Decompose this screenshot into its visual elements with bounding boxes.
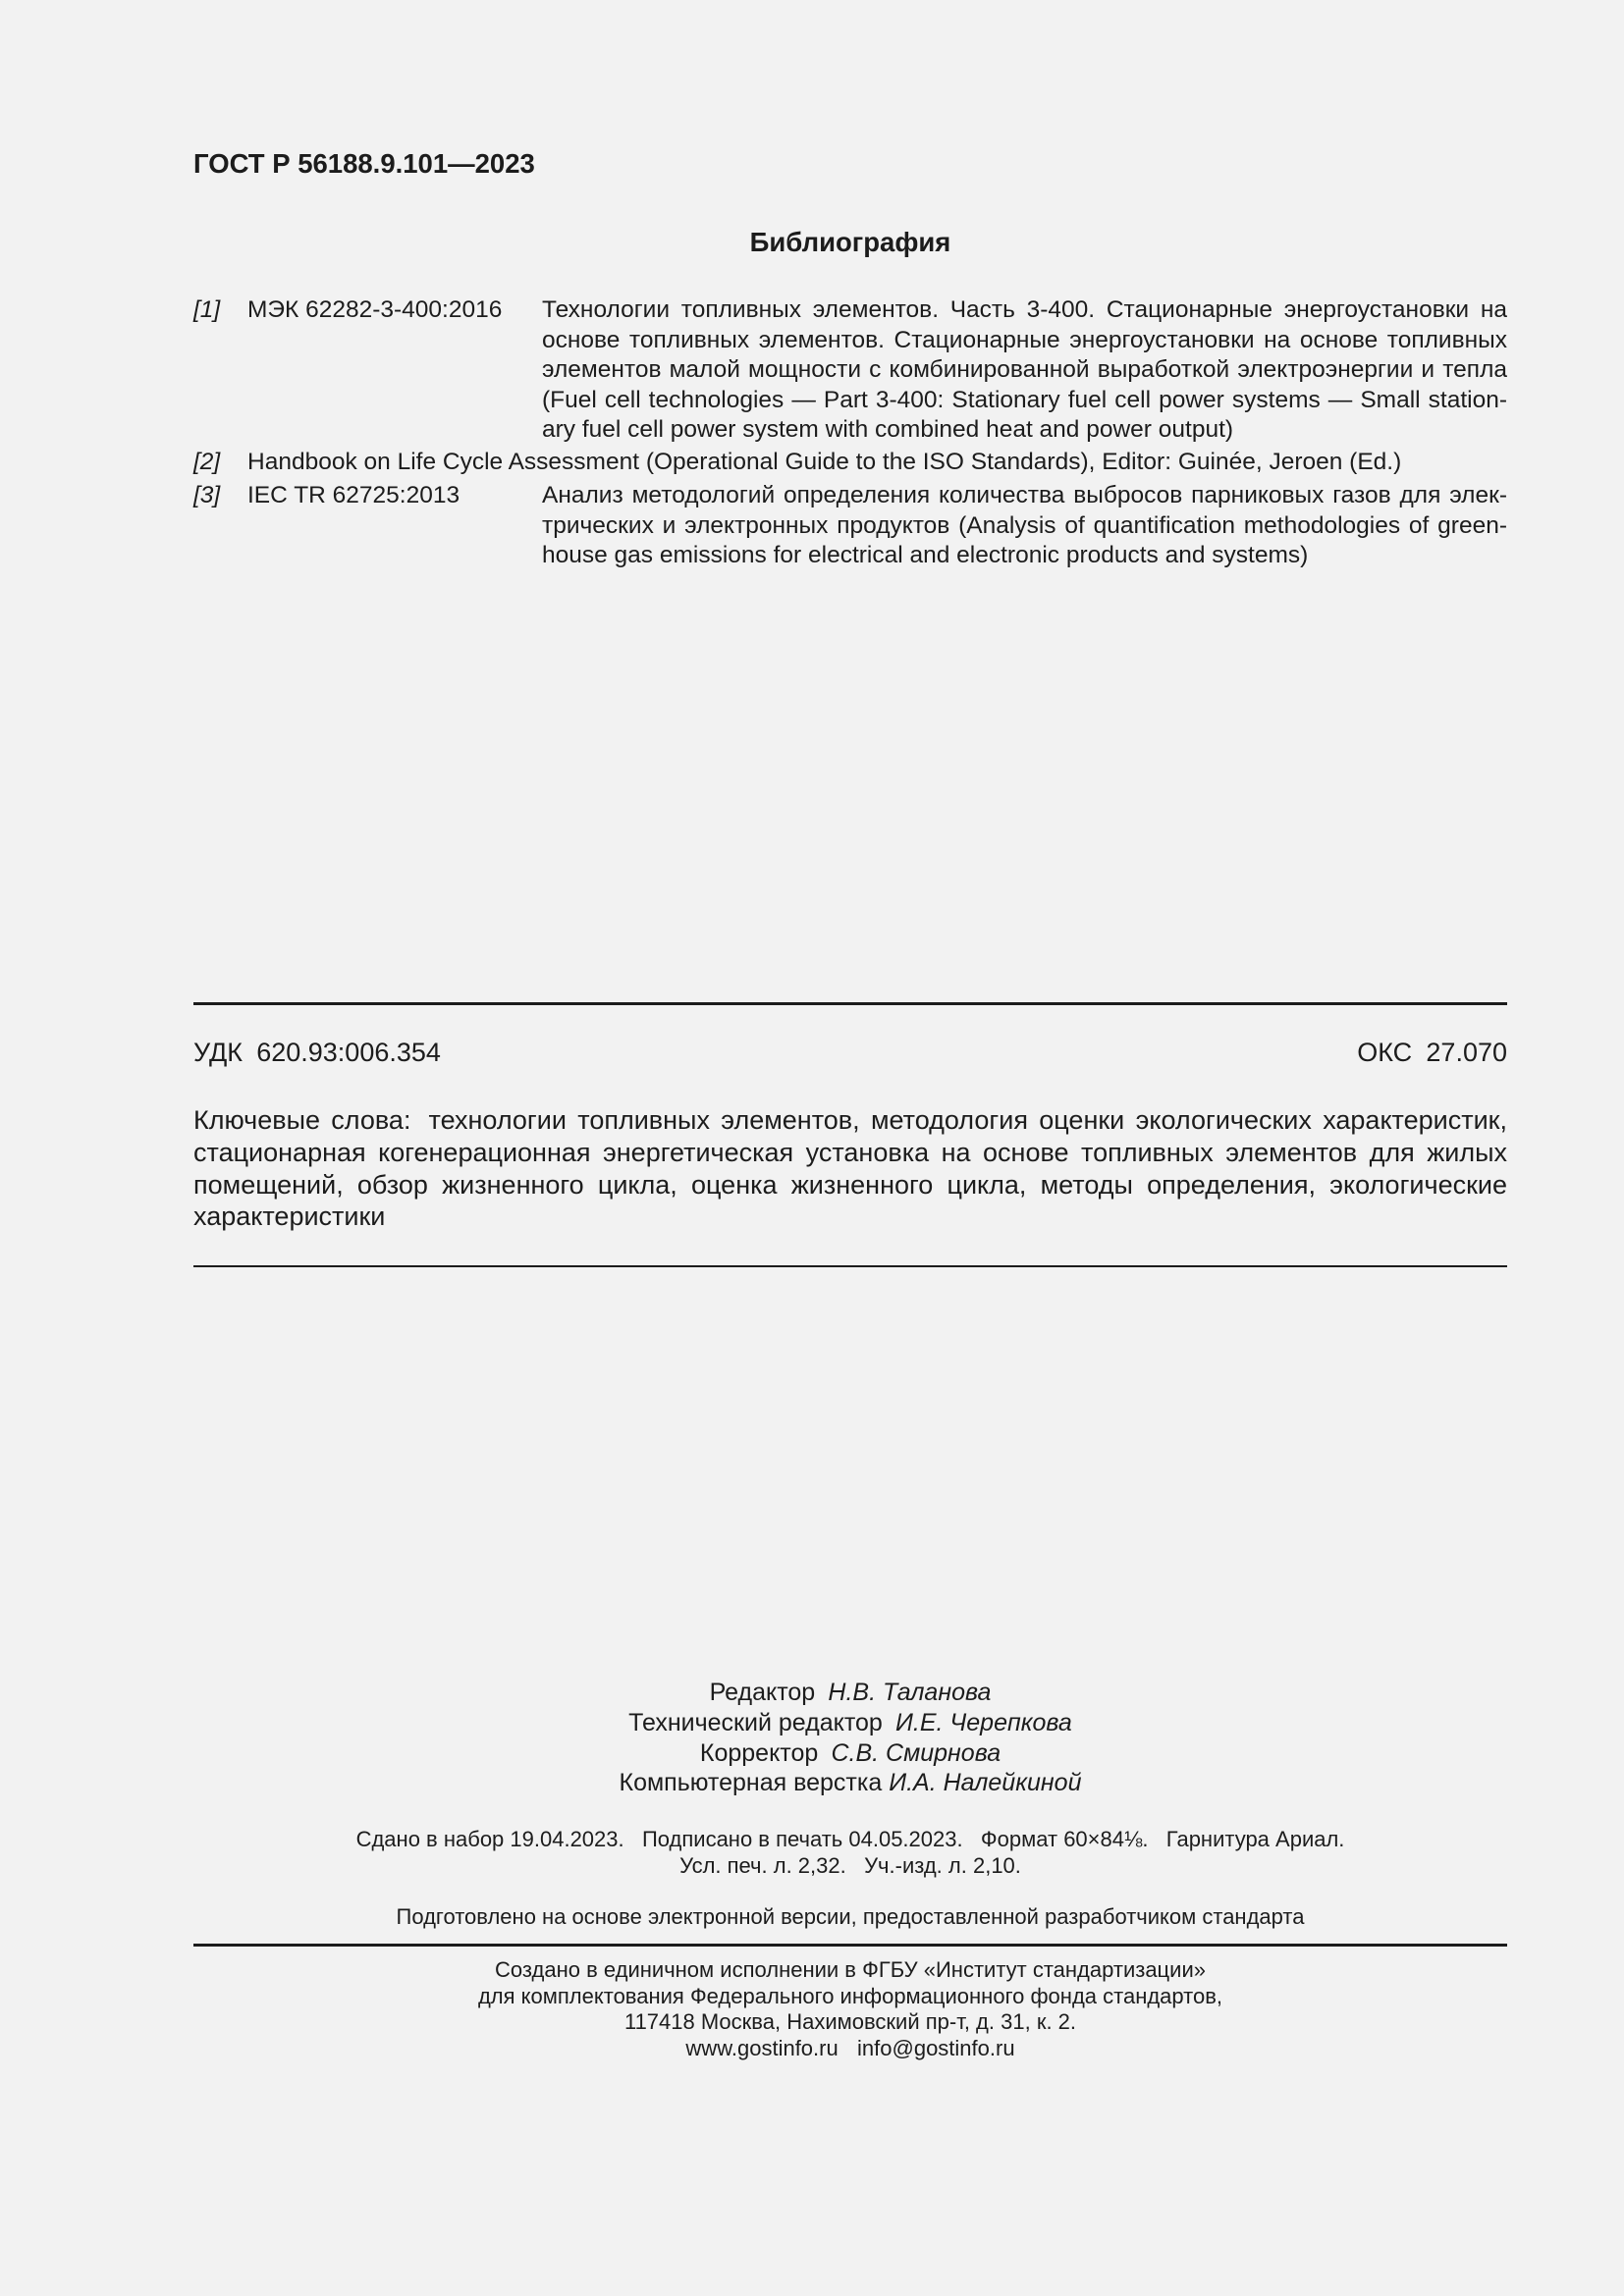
entry-text-line: ary fuel cell power system with combined heat and power output) <box>542 416 1234 444</box>
horizontal-rule <box>193 1944 1507 1947</box>
prepared-note: Подготовлено на основе электронной версии, предоставленной разработчиком стандарта <box>396 1904 1305 1929</box>
keywords-text: технологии топливных элементов, методология оценки экологических характеристик, <box>428 1105 1507 1135</box>
bibliography-title: Библиография <box>749 227 951 257</box>
keywords-line: характеристики <box>193 1201 386 1232</box>
entry-number: [3] <box>193 482 221 508</box>
udk-code <box>193 1037 441 1069</box>
publisher-contacts <box>193 2036 1507 2062</box>
publisher-line: для комплектования Федерального информационного фонда стандартов, <box>477 1983 1223 2008</box>
keywords-label: Ключевые слова: <box>193 1105 411 1135</box>
bibliography-entry-3 <box>193 481 1507 571</box>
entry-number: [2] <box>193 449 221 475</box>
entry-text <box>542 295 1507 446</box>
credit-name: И.А. Налейкиной <box>889 1769 1082 1797</box>
udk-value: 620.93:006.354 <box>256 1038 441 1067</box>
credit-line <box>193 1678 1507 1708</box>
standard-designation: ГОСТ Р 56188.9.101—2023 <box>193 148 535 179</box>
keywords-line: помещений, обзор жизненного цикла, оценка жизненного цикла, методы определения, экологические <box>193 1169 1507 1200</box>
entry-text-line: элементов малой мощности с комбинированной выработкой электроэнергии и тепла <box>542 356 1507 384</box>
classification-line <box>193 1037 1507 1069</box>
entry-text-line: (Fuel cell technologies — Part 3-400: Stationary fuel cell power systems — Small station- <box>542 386 1507 413</box>
oks-value: 27.070 <box>1426 1038 1507 1067</box>
entry-text-line: house gas emissions for electrical and electronic products and systems) <box>542 542 1309 569</box>
entry-standard-code: IEC TR 62725:2013 <box>247 482 460 508</box>
entry-standard-code: МЭК 62282-3-400:2016 <box>247 296 503 323</box>
entry-text-line: основе топливных элементов. Стационарные энергоустановки на основе топливных <box>542 326 1507 353</box>
keywords-paragraph <box>193 1104 1507 1233</box>
credit-name: Н.В. Таланова <box>828 1679 992 1706</box>
print-info-line: Сдано в набор 19.04.2023. Подписано в печать 04.05.2023. Формат 60×84⅛. Гарнитура Ариал. <box>355 1827 1345 1851</box>
entry-text-line: Анализ методологий определения количества выбросов парниковых газов для элек- <box>542 482 1507 508</box>
print-info <box>193 1826 1507 1879</box>
bibliography-entry-2 <box>193 448 1507 478</box>
website-text: www.gostinfo.ru <box>685 2035 839 2060</box>
publisher-line: Создано в единичном исполнении в ФГБУ «Институт стандартизации» <box>495 1957 1206 1982</box>
credit-line <box>193 1738 1507 1769</box>
udk-label: УДК <box>193 1038 243 1067</box>
oks-code <box>1357 1037 1507 1069</box>
credit-line <box>193 1708 1507 1738</box>
print-info-line: Усл. печ. л. 2,32. Уч.-изд. л. 2,10. <box>679 1853 1021 1878</box>
publisher-block <box>193 1957 1507 2061</box>
entry-number: [1] <box>193 296 221 323</box>
entry-text-line: трических и электронных продуктов (Analysis of quantification methodologies of green- <box>542 511 1507 539</box>
keywords-line: стационарная когенерационная энергетическая установка на основе топливных элементов для жилых <box>193 1137 1507 1167</box>
horizontal-rule <box>193 1265 1507 1267</box>
bibliography-entry-1 <box>193 295 1507 446</box>
keywords-line <box>193 1104 1507 1137</box>
credit-name: С.В. Смирнова <box>831 1738 1001 1767</box>
credit-line <box>193 1768 1507 1798</box>
entry-text <box>542 481 1507 571</box>
credit-role: Технический редактор <box>628 1708 883 1736</box>
entry-text-line: Технологии топливных элементов. Часть 3-400. Стационарные энергоустановки на <box>542 296 1507 323</box>
email-text: info@gostinfo.ru <box>857 2035 1015 2060</box>
entry-text: Handbook on Life Cycle Assessment (Operational Guide to the ISO Standards), Editor: Guinée, Jeroen (Ed.) <box>247 449 1402 475</box>
credit-name: И.Е. Черепкова <box>895 1708 1072 1736</box>
horizontal-rule <box>193 1002 1507 1005</box>
credit-role: Редактор <box>709 1679 816 1706</box>
credit-role: Компьютерная верстка <box>619 1769 883 1797</box>
oks-label: ОКС <box>1357 1038 1413 1067</box>
publisher-line: 117418 Москва, Нахимовский пр-т, д. 31, к. 2. <box>623 2009 1077 2035</box>
credits-block <box>193 1678 1507 1798</box>
credit-role: Корректор <box>699 1738 819 1767</box>
